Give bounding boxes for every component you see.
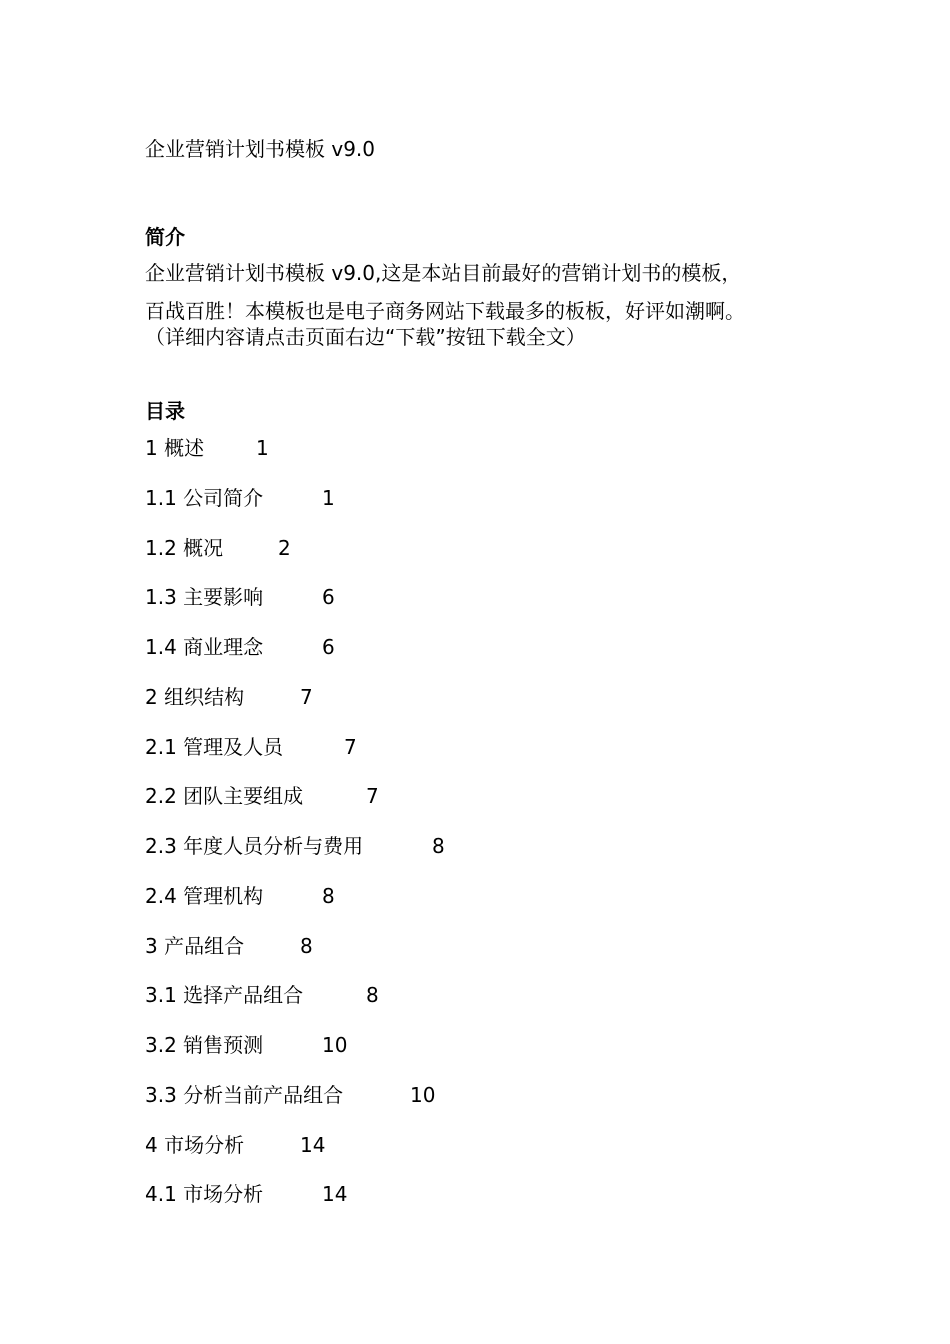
- toc-entry-label: 4 市场分析: [145, 1132, 245, 1157]
- toc-entry-page-number: 6: [322, 585, 335, 610]
- toc-entry-label: 2.4 管理机构: [145, 883, 264, 908]
- toc-entry[interactable]: [145, 931, 313, 961]
- toc-entry-label: 2 组织结构: [145, 684, 245, 709]
- toc-entry-label: 1.2 概况: [145, 535, 224, 560]
- intro-line: 企业营销计划书模板 v9.0,这是本站目前最好的营销计划书的模板，: [145, 261, 742, 285]
- toc-entry-label: 4.1 市场分析: [145, 1182, 264, 1207]
- toc-entry-label: 1.4 商业理念: [145, 635, 264, 659]
- toc-entry[interactable]: [145, 483, 335, 513]
- toc-entry-page-number: 8: [432, 834, 445, 858]
- toc-entry[interactable]: [145, 682, 313, 712]
- toc-entry[interactable]: [145, 1030, 348, 1060]
- toc-entry-page-number: 8: [322, 883, 335, 908]
- toc-entry-page-number: 10: [410, 1082, 436, 1107]
- toc-entry[interactable]: [145, 533, 291, 563]
- toc-entry-label: 3.3 分析当前产品组合: [145, 1082, 344, 1107]
- intro-heading: 简介: [145, 225, 185, 249]
- toc-entry-label: 2.3 年度人员分析与费用: [145, 834, 364, 858]
- toc-entry[interactable]: [145, 980, 379, 1010]
- toc-entry-page-number: 14: [300, 1132, 326, 1157]
- toc-entry-page-number: 14: [322, 1182, 348, 1207]
- toc-entry[interactable]: [145, 831, 445, 861]
- toc-entry-page-number: 7: [366, 784, 379, 809]
- toc-entry[interactable]: [145, 781, 379, 811]
- toc-entry-label: 3.2 销售预测: [145, 1033, 264, 1057]
- toc-entry-page-number: 1: [322, 485, 335, 510]
- table-of-contents: [145, 433, 845, 1223]
- toc-entry[interactable]: [145, 582, 335, 612]
- toc-entry-label: 1 概述: [145, 436, 205, 460]
- toc-entry-label: 2.2 团队主要组成: [145, 784, 304, 809]
- toc-entry[interactable]: [145, 881, 335, 911]
- toc-entry-page-number: 1: [256, 436, 269, 460]
- toc-entry[interactable]: [145, 1179, 348, 1209]
- toc-entry-page-number: 2: [278, 535, 291, 560]
- toc-entry-label: 1.1 公司简介: [145, 485, 264, 510]
- toc-entry-label: 3.1 选择产品组合: [145, 983, 304, 1008]
- toc-entry-page-number: 7: [300, 684, 313, 709]
- toc-entry-page-number: 8: [366, 983, 379, 1008]
- toc-entry-label: 3 产品组合: [145, 933, 245, 958]
- toc-entry-page-number: 7: [344, 734, 357, 759]
- toc-entry[interactable]: [145, 1080, 436, 1110]
- toc-entry-page-number: 6: [322, 635, 335, 659]
- toc-entry[interactable]: [145, 1130, 326, 1160]
- intro-line: （详细内容请点击页面右边“下载”按钮下载全文）: [145, 325, 586, 349]
- intro-line: 百战百胜！本模板也是电子商务网站下载最多的板板，好评如潮啊。: [145, 299, 745, 323]
- document-title: 企业营销计划书模板 v9.0: [145, 137, 375, 161]
- toc-entry-label: 2.1 管理及人员: [145, 734, 284, 759]
- toc-entry-page-number: 10: [322, 1033, 348, 1057]
- toc-entry[interactable]: [145, 732, 357, 762]
- toc-entry-label: 1.3 主要影响: [145, 585, 264, 610]
- toc-heading: 目录: [145, 399, 185, 423]
- toc-entry[interactable]: [145, 632, 335, 662]
- toc-entry-page-number: 8: [300, 933, 313, 958]
- toc-entry[interactable]: [145, 433, 269, 463]
